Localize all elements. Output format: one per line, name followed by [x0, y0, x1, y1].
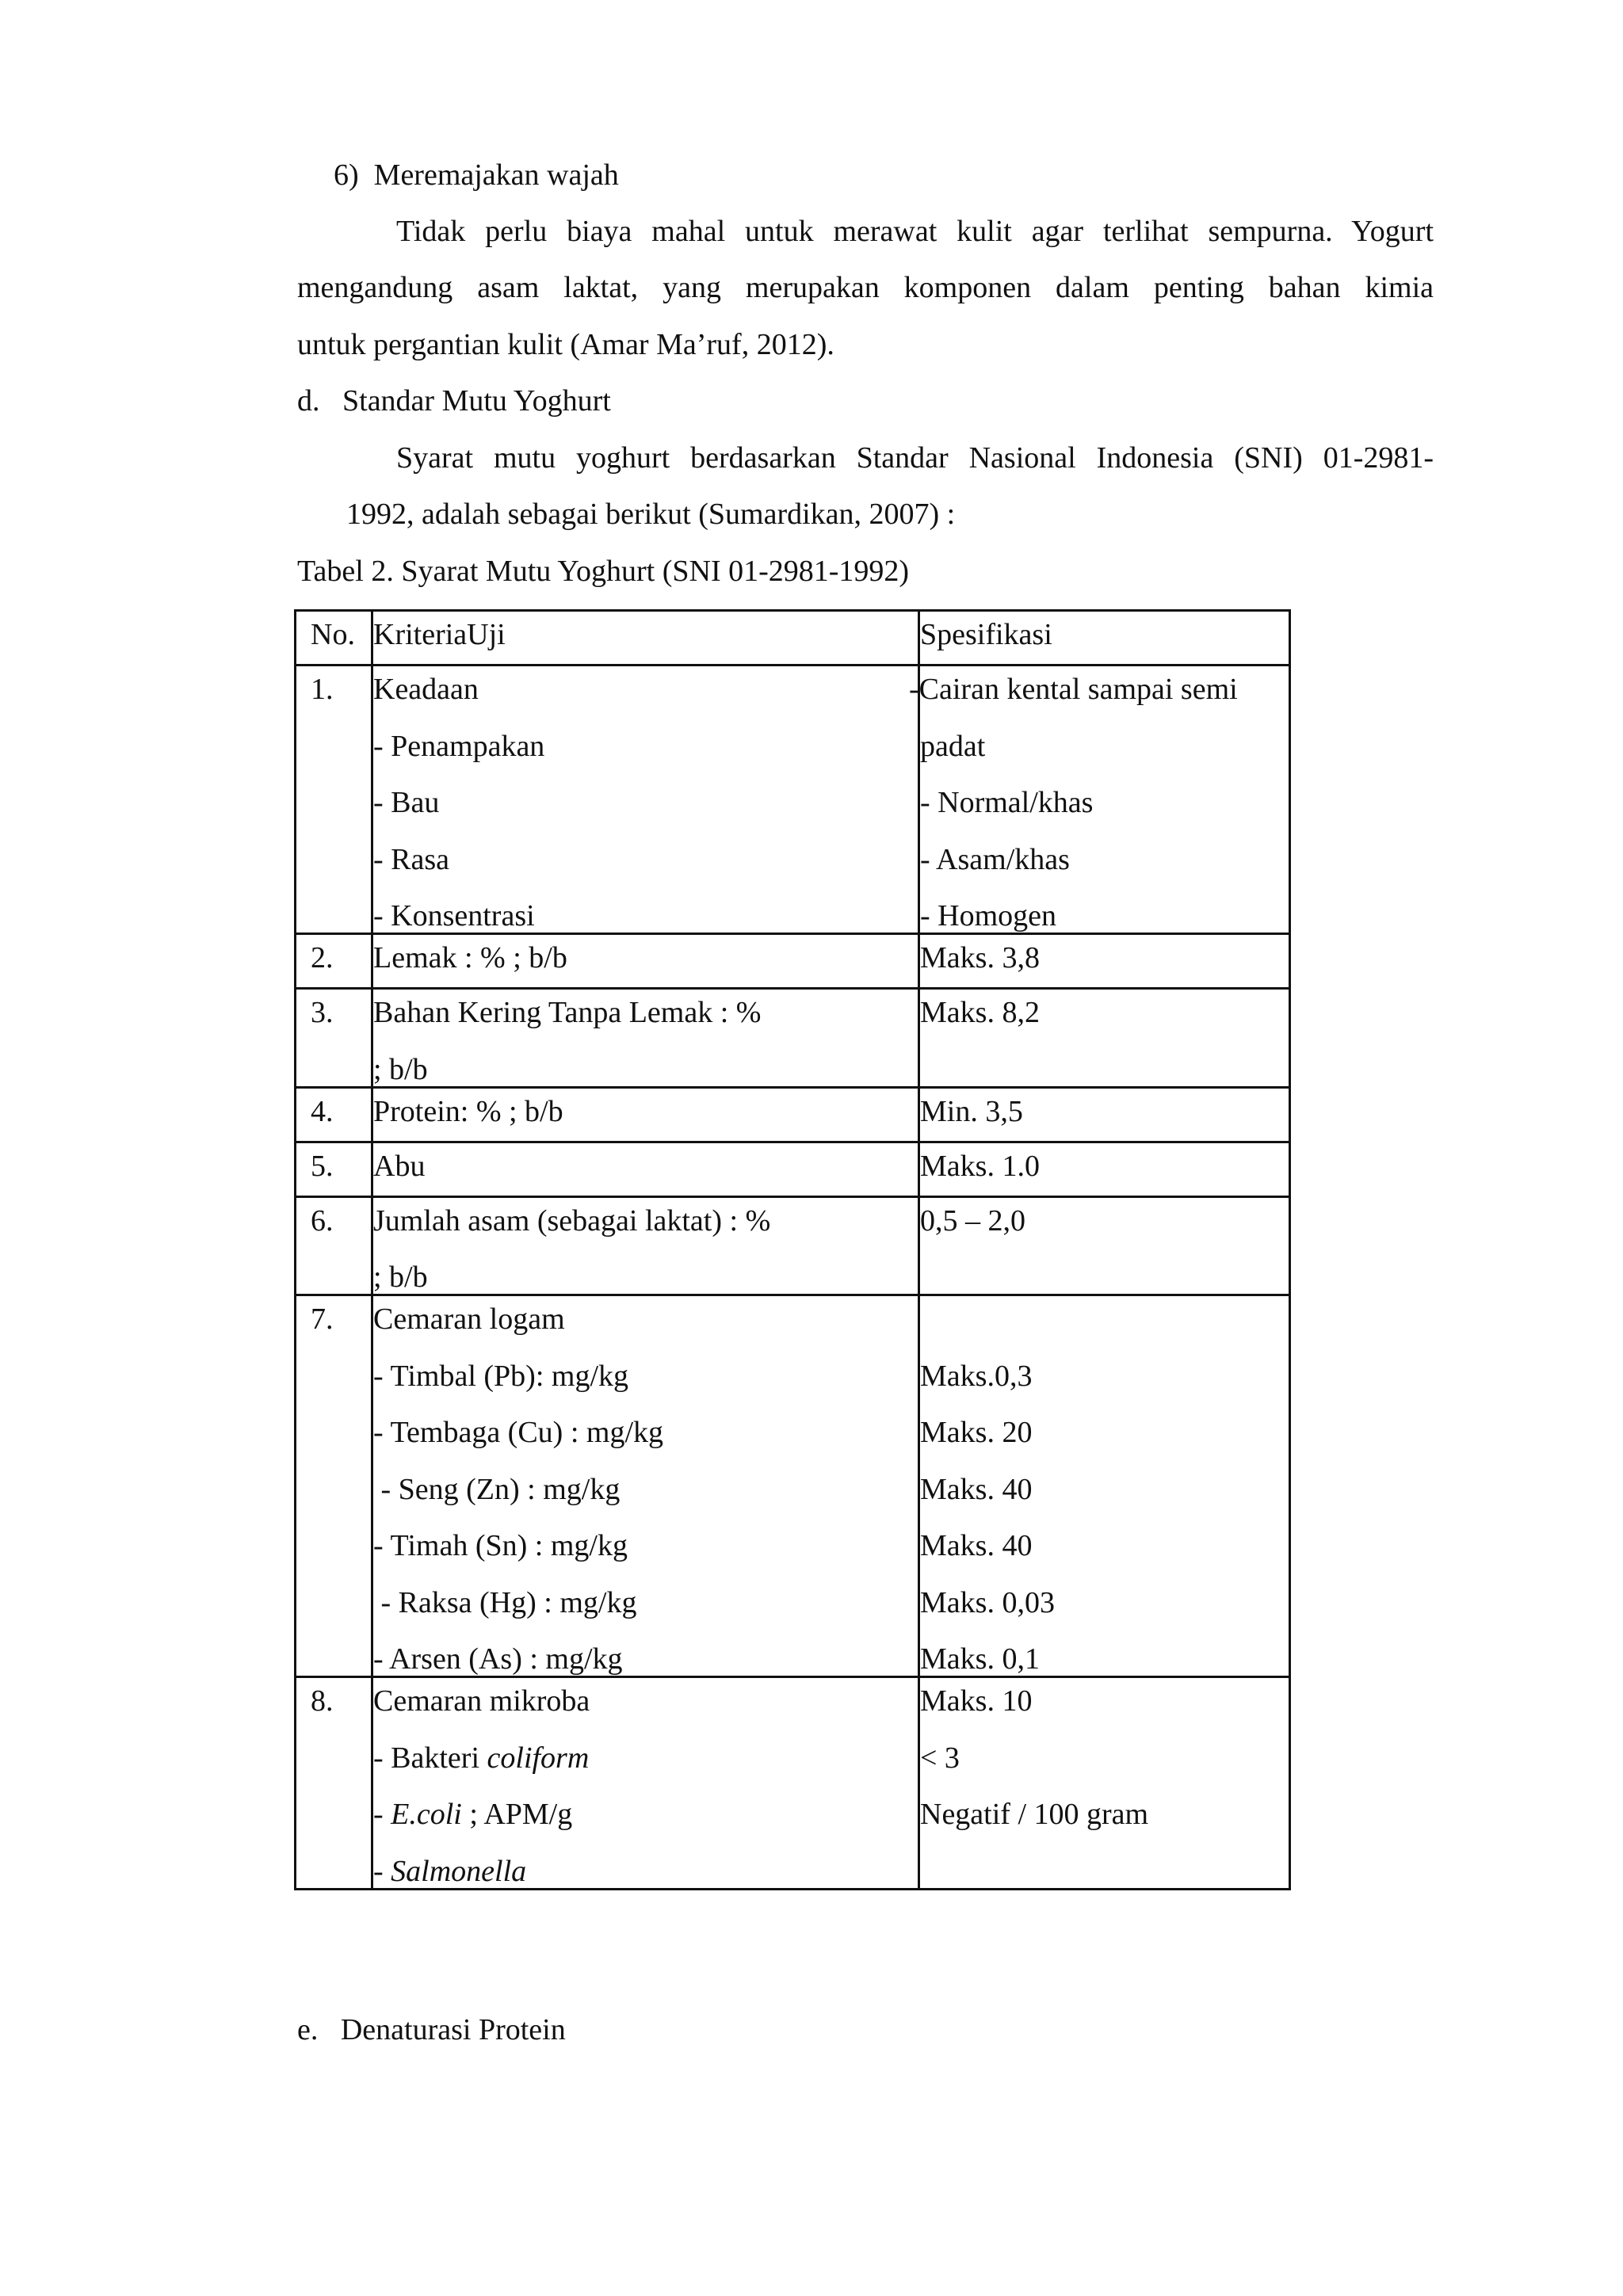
row-number: 1.: [296, 666, 372, 934]
table-header-row: [296, 611, 1290, 666]
section-6-paragraph-text-1: Tidak perlu biaya mahal untuk merawat kulit agar terlihat sempurna. Yogurt: [396, 215, 1434, 248]
row-spec: Maks.0,3 Maks. 20 Maks. 40 Maks. 40 Maks. 0,03 Maks. 0,1: [919, 1295, 1290, 1677]
section-e-heading: e. Denaturasi Protein: [297, 2013, 566, 2046]
section-d-heading: d. Standar Mutu Yoghurt: [297, 384, 611, 418]
row-criteria: Protein: % ; b/b: [372, 1087, 919, 1142]
row-spec: Maks. 3,8: [919, 934, 1290, 989]
row-number: 7.: [296, 1295, 372, 1677]
row-criteria: Keadaan - Penampakan - Bau - Rasa - Konsentrasi: [372, 666, 919, 934]
criteria-line: - Salmonella: [373, 1854, 527, 1888]
row-spec: 0,5 – 2,0: [919, 1196, 1290, 1295]
table-row: [296, 1087, 1290, 1142]
row-criteria: [372, 1677, 919, 1890]
row-criteria: Abu: [372, 1142, 919, 1196]
row-spec: -Cairan kental sampai semi padat - Normal/khas - Asam/khas - Homogen: [919, 666, 1290, 934]
section-d-paragraph-line-2: 1992, adalah sebagai berikut (Sumardikan, 2007) :: [346, 498, 956, 531]
row-criteria: Jumlah asam (sebagai laktat) : % ; b/b: [372, 1196, 919, 1295]
row-criteria: Lemak : % ; b/b: [372, 934, 919, 989]
table-row: [296, 1142, 1290, 1196]
row-number: 2.: [296, 934, 372, 989]
header-criteria: KriteriaUji: [372, 611, 919, 666]
table-row: [296, 989, 1290, 1088]
section-d-paragraph-line-1: [396, 441, 1434, 475]
row-spec: Maks. 8,2: [919, 989, 1290, 1088]
table-row: [296, 666, 1290, 934]
row-criteria: Cemaran logam - Timbal (Pb): mg/kg - Tembaga (Cu) : mg/kg - Seng (Zn) : mg/kg - Timah (Sn) : mg/kg - Raksa (Hg) : mg/kg - Arsen (As) : mg/kg: [372, 1295, 919, 1677]
section-6-heading: 6) Meremajakan wajah: [334, 158, 619, 192]
section-6-paragraph-line-1: [396, 214, 1434, 249]
section-6-paragraph-line-2: [297, 270, 1434, 305]
header-no: No.: [296, 611, 372, 666]
criteria-line: - Bakteri coliform: [373, 1741, 590, 1775]
table-row: [296, 1196, 1290, 1295]
quality-standard-table: [294, 609, 1291, 1890]
section-6-paragraph-text-2: mengandung asam laktat, yang merupakan komponen dalam penting bahan kimia: [297, 271, 1434, 304]
criteria-line: Cemaran mikroba: [373, 1684, 590, 1718]
row-criteria: Bahan Kering Tanpa Lemak : % ; b/b: [372, 989, 919, 1088]
row-number: 5.: [296, 1142, 372, 1196]
row-number: 8.: [296, 1677, 372, 1890]
section-6-paragraph-line-3: untuk pergantian kulit (Amar Ma’ruf, 2012).: [297, 328, 834, 361]
row-number: 3.: [296, 989, 372, 1088]
section-d-paragraph-text-1: Syarat mutu yoghurt berdasarkan Standar Nasional Indonesia (SNI) 01-2981-: [396, 441, 1434, 475]
row-number: 6.: [296, 1196, 372, 1295]
table-row: [296, 934, 1290, 989]
table-caption: Tabel 2. Syarat Mutu Yoghurt (SNI 01-2981-1992): [297, 555, 910, 588]
table-row: [296, 1677, 1290, 1890]
row-spec: Maks. 10 < 3 Negatif / 100 gram: [919, 1677, 1290, 1890]
row-spec: Min. 3,5: [919, 1087, 1290, 1142]
row-spec: Maks. 1.0: [919, 1142, 1290, 1196]
criteria-line: - E.coli ; APM/g: [373, 1798, 573, 1831]
header-spec: Spesifikasi: [919, 611, 1290, 666]
table-row: [296, 1295, 1290, 1677]
row-number: 4.: [296, 1087, 372, 1142]
